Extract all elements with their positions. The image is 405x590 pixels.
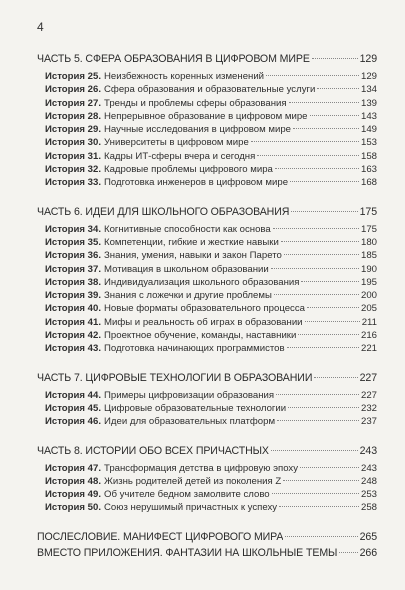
table-of-contents xyxy=(37,52,377,561)
entry-number: История 26. xyxy=(45,84,102,96)
toc-entry xyxy=(37,123,377,136)
part-heading xyxy=(37,52,377,67)
entry-title: Непрерывное образование в цифровом мире xyxy=(104,110,308,122)
dot-leader xyxy=(277,420,359,421)
dot-leader xyxy=(276,394,359,395)
entry-page: 205 xyxy=(360,303,377,315)
dot-leader xyxy=(257,155,359,156)
entry-list xyxy=(37,462,377,515)
toc-entry xyxy=(37,163,377,176)
entry-page: 216 xyxy=(360,330,377,342)
entry-title: Сфера образования и образовательные услуги xyxy=(104,84,316,96)
entry-number: История 45. xyxy=(45,402,102,414)
dot-leader xyxy=(293,128,359,129)
entry-number: История 46. xyxy=(45,416,102,428)
entry-number: История 34. xyxy=(45,223,102,235)
entry-page: 227 xyxy=(360,389,377,401)
entry-title: Университеты в цифровом мире xyxy=(104,137,249,149)
entry-page: 175 xyxy=(360,223,377,235)
entry-number: История 40. xyxy=(45,303,102,315)
entry-number: История 32. xyxy=(45,164,102,176)
closing-heading xyxy=(37,530,377,545)
entry-title: Когнитивные способности как основа xyxy=(104,223,271,235)
entry-number: История 42. xyxy=(45,330,102,342)
entry-number: История 36. xyxy=(45,250,102,262)
entry-number: История 48. xyxy=(45,475,102,487)
dot-leader xyxy=(285,536,357,537)
page-number: 4 xyxy=(37,20,44,34)
entry-number: История 38. xyxy=(45,276,102,288)
entry-title: Мотивация в школьном образовании xyxy=(104,263,269,275)
toc-entry xyxy=(37,389,377,402)
toc-entry xyxy=(37,223,377,236)
entry-page: 200 xyxy=(360,290,377,302)
entry-page: 232 xyxy=(360,402,377,414)
dot-leader xyxy=(307,307,359,308)
entry-list xyxy=(37,223,377,356)
entry-page: 149 xyxy=(360,124,377,136)
dot-leader xyxy=(283,480,359,481)
entry-page: 168 xyxy=(360,177,377,189)
part-heading xyxy=(37,371,377,386)
closing-page: 266 xyxy=(359,546,377,559)
toc-entry xyxy=(37,475,377,488)
entry-number: История 49. xyxy=(45,489,102,501)
dot-leader xyxy=(272,493,359,494)
entry-number: История 31. xyxy=(45,150,102,162)
entry-number: История 25. xyxy=(45,71,102,82)
entry-title: Цифровые образовательные технологии xyxy=(104,402,287,414)
part-page: 243 xyxy=(359,444,377,457)
entry-number: История 33. xyxy=(45,177,102,189)
entry-title: Кадры ИТ-сферы вчера и сегодня xyxy=(104,150,256,162)
entry-number: История 50. xyxy=(45,502,102,514)
entry-page: 221 xyxy=(360,343,377,355)
part-page: 175 xyxy=(359,205,377,218)
entry-title: Неизбежность коренных изменений xyxy=(104,71,265,82)
dot-leader xyxy=(301,281,359,282)
toc-entry xyxy=(37,150,377,163)
entry-page: 253 xyxy=(360,489,377,501)
entry-title: Союз нерушимый причастных к успеху xyxy=(104,502,278,514)
part-title: ЧАСТЬ 8. ИСТОРИИ ОБО ВСЕХ ПРИЧАСТНЫХ xyxy=(37,444,269,457)
entry-number: История 35. xyxy=(45,236,102,248)
toc-entry xyxy=(37,329,377,342)
dot-leader xyxy=(251,141,359,142)
entry-list xyxy=(37,70,377,190)
part-page: 129 xyxy=(359,53,377,65)
part-heading xyxy=(37,444,377,459)
dot-leader xyxy=(300,467,359,468)
part-title: ЧАСТЬ 5. СФЕРА ОБРАЗОВАНИЯ В ЦИФРОВОМ МИРЕ xyxy=(37,53,310,65)
toc-entry xyxy=(37,263,377,276)
part-heading xyxy=(37,205,377,220)
closing-heading xyxy=(37,546,377,561)
dot-leader xyxy=(312,58,358,59)
dot-leader xyxy=(289,102,359,103)
dot-leader xyxy=(281,241,359,242)
toc-entry xyxy=(37,176,377,189)
entry-number: История 47. xyxy=(45,462,102,474)
toc-entry xyxy=(37,289,377,302)
entry-title: Трансформация детства в цифровую эпоху xyxy=(104,462,299,474)
entry-title: Мифы и реальность об играх в образовании xyxy=(104,316,303,328)
entry-page: 237 xyxy=(360,416,377,428)
entry-number: История 41. xyxy=(45,316,102,328)
entry-page: 163 xyxy=(360,164,377,176)
entry-title: Индивидуализация школьного образования xyxy=(104,276,300,288)
entry-page: 129 xyxy=(360,71,377,82)
toc-entry xyxy=(37,415,377,428)
entry-page: 195 xyxy=(360,276,377,288)
toc-entry xyxy=(37,97,377,110)
entry-page: 153 xyxy=(360,137,377,149)
dot-leader xyxy=(291,211,357,212)
entry-title: Подготовка инженеров в цифровом мире xyxy=(104,177,289,189)
entry-page: 143 xyxy=(360,110,377,122)
entry-title: Примеры цифровизации образования xyxy=(104,389,275,401)
entry-page: 158 xyxy=(360,150,377,162)
dot-leader xyxy=(266,75,359,76)
entry-title: Идеи для образовательных платформ xyxy=(104,416,276,428)
entry-title: Новые форматы образовательного процесса xyxy=(104,303,305,315)
entry-list xyxy=(37,389,377,429)
entry-page: 211 xyxy=(361,316,377,328)
dot-leader xyxy=(339,552,357,553)
dot-leader xyxy=(271,268,359,269)
entry-number: История 29. xyxy=(45,124,102,136)
entry-number: История 30. xyxy=(45,137,102,149)
entry-title: Подготовка начинающих программистов xyxy=(104,343,285,355)
toc-entry xyxy=(37,501,377,514)
entry-title: Тренды и проблемы сферы образования xyxy=(104,97,287,109)
entry-title: Компетенции, гибкие и жесткие навыки xyxy=(104,236,279,248)
dot-leader xyxy=(310,115,359,116)
dot-leader xyxy=(273,228,359,229)
toc-entry xyxy=(37,488,377,501)
dot-leader xyxy=(284,254,359,255)
entry-title: Об учителе бедном замолвите слово xyxy=(104,489,270,501)
closing-page: 265 xyxy=(359,530,377,543)
toc-entry xyxy=(37,276,377,289)
dot-leader xyxy=(275,168,359,169)
entry-title: Проектное обучение, команды, наставники xyxy=(104,330,297,342)
dot-leader xyxy=(279,506,359,507)
entry-title: Научные исследования в цифровом мире xyxy=(104,124,291,136)
toc-entry xyxy=(37,83,377,96)
part-title: ЧАСТЬ 6. ИДЕИ ДЛЯ ШКОЛЬНОГО ОБРАЗОВАНИЯ xyxy=(37,205,290,218)
toc-entry xyxy=(37,110,377,123)
entry-number: История 37. xyxy=(45,263,102,275)
entry-number: История 43. xyxy=(45,343,102,355)
entry-page: 180 xyxy=(360,236,377,248)
dot-leader xyxy=(271,450,358,451)
toc-entry xyxy=(37,402,377,415)
dot-leader xyxy=(287,347,359,348)
closing-title: ВМЕСТО ПРИЛОЖЕНИЯ. ФАНТАЗИИ НА ШКОЛЬНЫЕ ТЕМЫ xyxy=(37,546,338,559)
entry-page: 185 xyxy=(360,250,377,262)
toc-entry xyxy=(37,136,377,149)
entry-page: 258 xyxy=(360,502,377,514)
dot-leader xyxy=(288,407,359,408)
entry-title: Жизнь родителей детей из поколения Z xyxy=(104,475,282,487)
dot-leader xyxy=(298,334,359,335)
toc-entry xyxy=(37,462,377,475)
dot-leader xyxy=(317,88,359,89)
part-page: 227 xyxy=(359,371,377,384)
toc-entry xyxy=(37,342,377,355)
entry-number: История 27. xyxy=(45,97,102,109)
part-title: ЧАСТЬ 7. ЦИФРОВЫЕ ТЕХНОЛОГИИ В ОБРАЗОВАНИИ xyxy=(37,371,313,384)
entry-title: Кадровые проблемы цифрового мира xyxy=(104,164,273,176)
dot-leader xyxy=(305,321,360,322)
toc-entry xyxy=(37,302,377,315)
dot-leader xyxy=(314,377,357,378)
toc-entry xyxy=(37,249,377,262)
entry-number: История 39. xyxy=(45,290,102,302)
entry-page: 134 xyxy=(360,84,377,96)
entry-number: История 28. xyxy=(45,110,102,122)
entry-title: Знания с ложечки и другие проблемы xyxy=(104,290,272,302)
entry-page: 248 xyxy=(360,475,377,487)
dot-leader xyxy=(274,294,359,295)
toc-entry xyxy=(37,316,377,329)
entry-title: Знания, умения, навыки и закон Парето xyxy=(104,250,282,262)
entry-page: 139 xyxy=(360,97,377,109)
toc-entry xyxy=(37,70,377,83)
entry-page: 243 xyxy=(360,462,377,474)
toc-entry xyxy=(37,236,377,249)
entry-number: История 44. xyxy=(45,389,102,401)
dot-leader xyxy=(290,181,359,182)
entry-page: 190 xyxy=(360,263,377,275)
closing-title: ПОСЛЕСЛОВИЕ. МАНИФЕСТ ЦИФРОВОГО МИРА xyxy=(37,530,284,543)
